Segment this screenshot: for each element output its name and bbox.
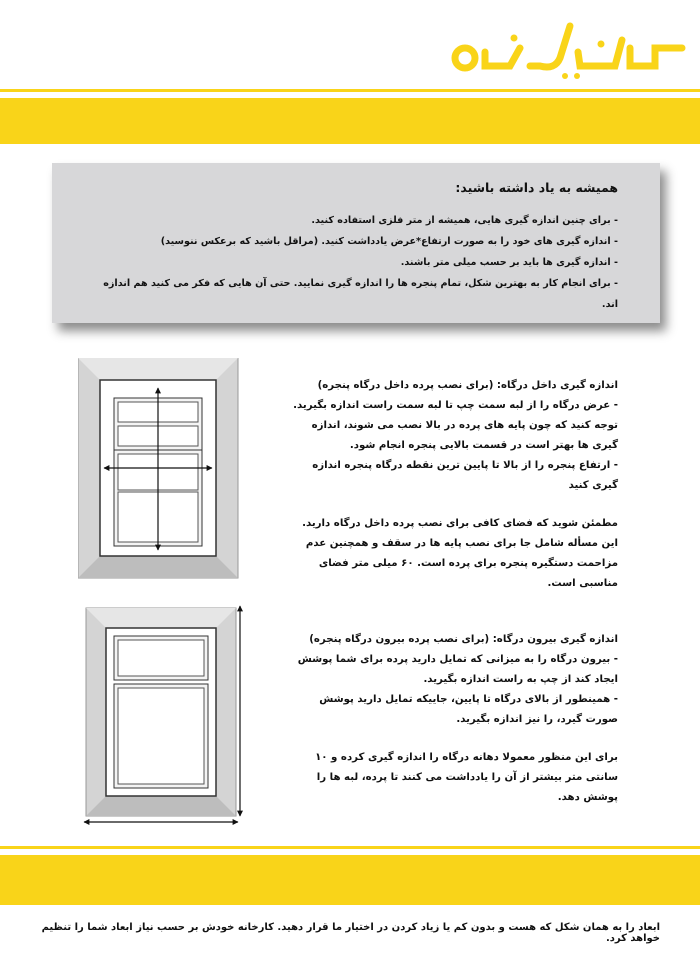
note-item: - اندازه گیری ها باید بر حسب میلی متر باشند. [400,257,618,268]
outside-heading: اندازه گیری بیرون درگاه: (برای نصب پرده بیرون درگاه پنجره) [309,634,618,645]
note-item: - برای انجام کار به بهترین شکل، تمام پنجره ها را اندازه گیری نمایید. حتی آن هایی که فکر می کنید هم اندازه اند. [103,278,618,310]
inside-measure-diagram [78,358,240,580]
bottom-stripe [0,846,700,849]
outside-line: - بیرون درگاه را به میزانی که تمایل دارید پرده برای شما پوشش ایجاد کند از چپ به راست اندازه بگیرید. [297,654,618,685]
top-stripe [0,89,700,92]
inside-section [288,376,618,594]
bottom-band [0,855,700,905]
brand-logo [430,18,690,82]
brand-logo-text: سایبان نو [430,18,434,19]
note-item: - اندازه گیری های خود را به صورت ارتفاع*عرض یادداشت کنید. (مراقل باشید که برعکس ننوسید) [160,236,618,247]
inside-heading: اندازه گیری داخل درگاه: (برای نصب پرده داخل درگاه پنجره) [317,380,618,391]
top-band [0,98,700,144]
inside-line: - ارتفاع پنجره را از بالا تا پایین ترین نقطه درگاه پنجره اندازه گیری کنید [312,460,618,491]
outside-line: - همینطور از بالای درگاه تا پایین، جاییکه تمایل دارید پوشش صورت گیرد، را نیز اندازه بگیرید. [319,694,618,725]
note-title: همیشه به یاد داشته باشید: [455,180,618,195]
footer-note: ابعاد را به همان شکل که هست و بدون کم یا زیاد کردن در اختیار ما قرار دهید. کارخانه خودش بر حسب نیاز ابعاد شما را تنظیم خواهد کرد. [41,922,660,944]
outside-line: برای این منظور معمولا دهانه درگاه را اندازه گیری کرده و ۱۰ سانتی متر بیشتر از آن را یادداشت می کنند تا پرده، لبه ها را پوشش دهد. [315,752,618,803]
inside-line: توجه کنید که چون پایه های پرده در بالا نصب می شوند، اندازه گیری ها بهتر است در قسمت بالایی پنجره انجام شود. [311,420,618,451]
inside-line: - عرض درگاه را از لبه سمت چپ تا لبه سمت راست اندازه بگیرید. [293,400,618,411]
outside-section [288,630,618,808]
note-list [98,210,618,315]
outside-measure-diagram [78,600,248,828]
note-item: - برای چنین اندازه گیری هایی، همیشه از متر فلزی استفاده کنید. [311,215,618,226]
inside-line: مطمئن شوید که فضای کافی برای نصب پرده داخل درگاه دارید. این مسأله شامل جا برای نصب پایه ها در سقف و همچنین عدم مزاحمت دستگیره پنجره برای پرده است. ۶۰ میلی متر فضای مناسبی است. [302,518,618,589]
